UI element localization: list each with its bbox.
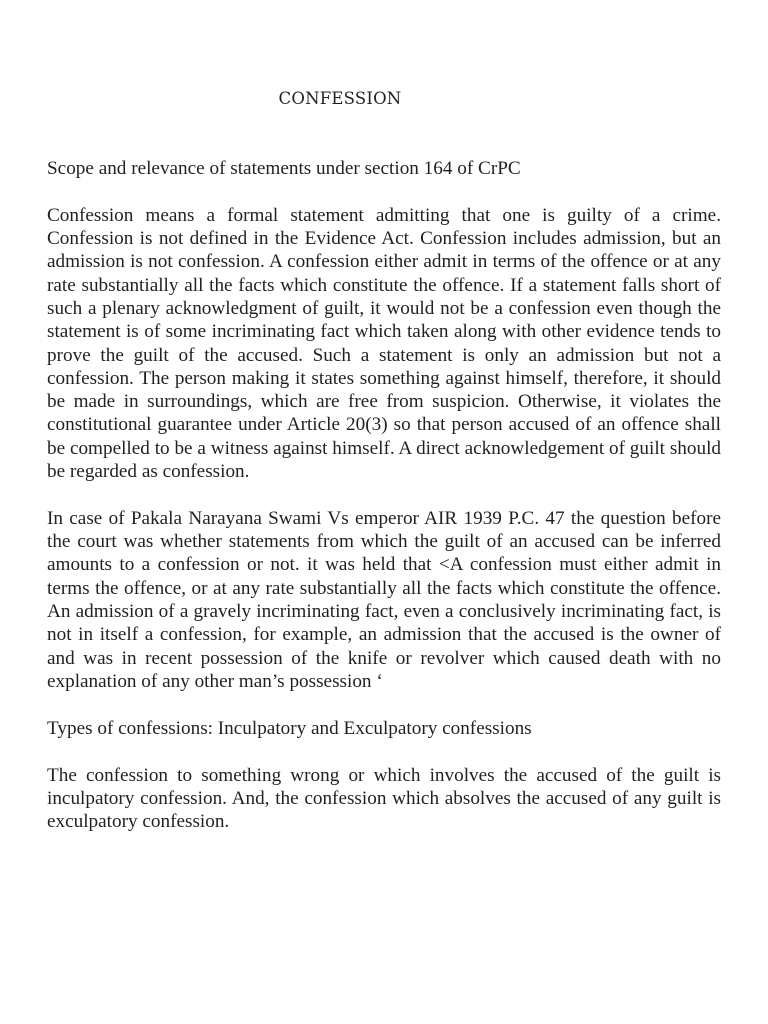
paragraph-definition: Confession means a formal statement admitting that one is guilty of a crime. Confession is not defined in the Evidence Act. Confession includes admission, but an admission is not confession. A confession either admit in terms of the offence or at any rate substantially all the facts which constitute the offence. If a statement falls short of such a plenary acknowledgment of guilt, it would not be a confession even though the statement is of some incriminating fact which taken along with other evidence tends to prove the guilt of the accused. Such a statement is only an admission but not a confession. The person making it states something against himself, therefore, it should be made in surroundings, which are free from suspicion. Otherwise, it violates the constitutional guarantee under Article 20(3) so that person accused of an offence shall be compelled to be a witness against himself. A direct acknowledgement of guilt should be regarded as confession. bbox=[47, 204, 721, 483]
page-title: CONFESSION bbox=[278, 89, 402, 108]
paragraph-case-law: In case of Pakala Narayana Swami Vs emperor AIR 1939 P.C. 47 the question before the court was whether statements from which the guilt of an accused can be inferred amounts to a confession or not. it was held that <A confession must either admit in terms the offence, or at any rate substantially all the facts which constitute the offence. An admission of a gravely incriminating fact, even a conclusively incriminating fact, is not in itself a confession, for example, an admission that the accused is the owner of and was in recent possession of the knife or revolver which caused death with no explanation of any other man’s possession ‘ bbox=[47, 507, 721, 692]
section-heading-scope: Scope and relevance of statements under section 164 of CrPC bbox=[47, 158, 521, 179]
section-heading-types: Types of confessions: Inculpatory and Exculpatory confessions bbox=[47, 717, 532, 739]
paragraph-types: The confession to something wrong or which involves the accused of the guilt is inculpatory confession. And, the confession which absolves the accused of any guilt is exculpatory confession. bbox=[47, 764, 721, 833]
document-body bbox=[47, 157, 721, 857]
